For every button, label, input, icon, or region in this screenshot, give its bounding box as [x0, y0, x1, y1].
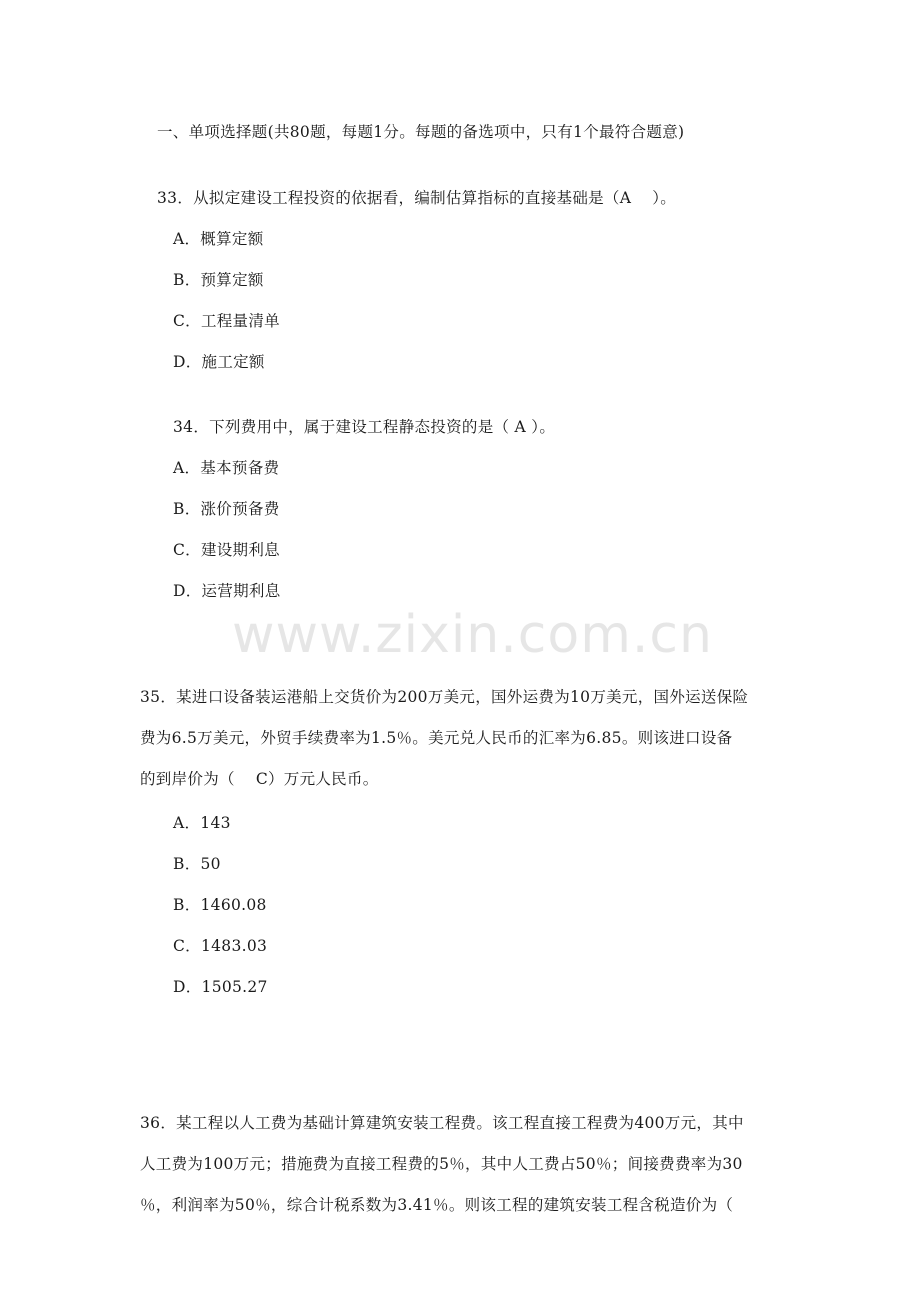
question-33-stem: 33．从拟定建设工程投资的依据看，编制估算指标的直接基础是（A ）。: [157, 189, 677, 207]
watermark: www.zixin.com.cn: [232, 605, 713, 665]
question-34-option-d: D．运营期利息: [173, 582, 281, 600]
question-35-stem-line: 的到岸价为（ C）万元人民币。: [140, 770, 379, 788]
question-33-option-d: D．施工定额: [173, 353, 265, 371]
question-35-option-d: D．1505.27: [173, 978, 268, 996]
question-35-option-c: C．1483.03: [173, 937, 268, 955]
question-34-option-c: C．建设期利息: [173, 541, 280, 559]
section-heading: 一、单项选择题(共80题，每题1分。每题的备选项中，只有1个最符合题意): [157, 123, 685, 141]
question-36-stem-line: 36．某工程以人工费为基础计算建筑安装工程费。该工程直接工程费为400万元，其中: [140, 1114, 744, 1132]
question-34-stem: 34．下列费用中，属于建设工程静态投资的是（ A ）。: [173, 418, 556, 436]
question-35-stem: [140, 677, 748, 800]
question-35-option-b2: B．1460.08: [173, 896, 267, 914]
question-33-option-c: C．工程量清单: [173, 312, 280, 330]
question-35-stem-line: 35．某进口设备装运港船上交货价为200万美元，国外运费为10万美元，国外运送保险: [140, 688, 749, 706]
question-36-stem-line: 人工费为100万元；措施费为直接工程费的5％，其中人工费占50％；间接费费率为30: [140, 1155, 743, 1173]
question-36-stem-line: ％，利润率为50％，综合计税系数为3.41％。则该工程的建筑安装工程含税造价为（: [140, 1196, 734, 1214]
question-36-stem: [140, 1103, 744, 1226]
question-33-option-a: A．概算定额: [173, 230, 264, 248]
question-33-option-b: B．预算定额: [173, 271, 264, 289]
question-34-option-a: A．基本预备费: [173, 459, 280, 477]
question-35-stem-line: 费为6.5万美元，外贸手续费率为1.5％。美元兑人民币的汇率为6.85。则该进口设备: [140, 729, 733, 747]
question-35-option-b: B．50: [173, 855, 221, 873]
question-34-option-b: B．涨价预备费: [173, 500, 280, 518]
question-35-option-a: A．143: [173, 814, 231, 832]
